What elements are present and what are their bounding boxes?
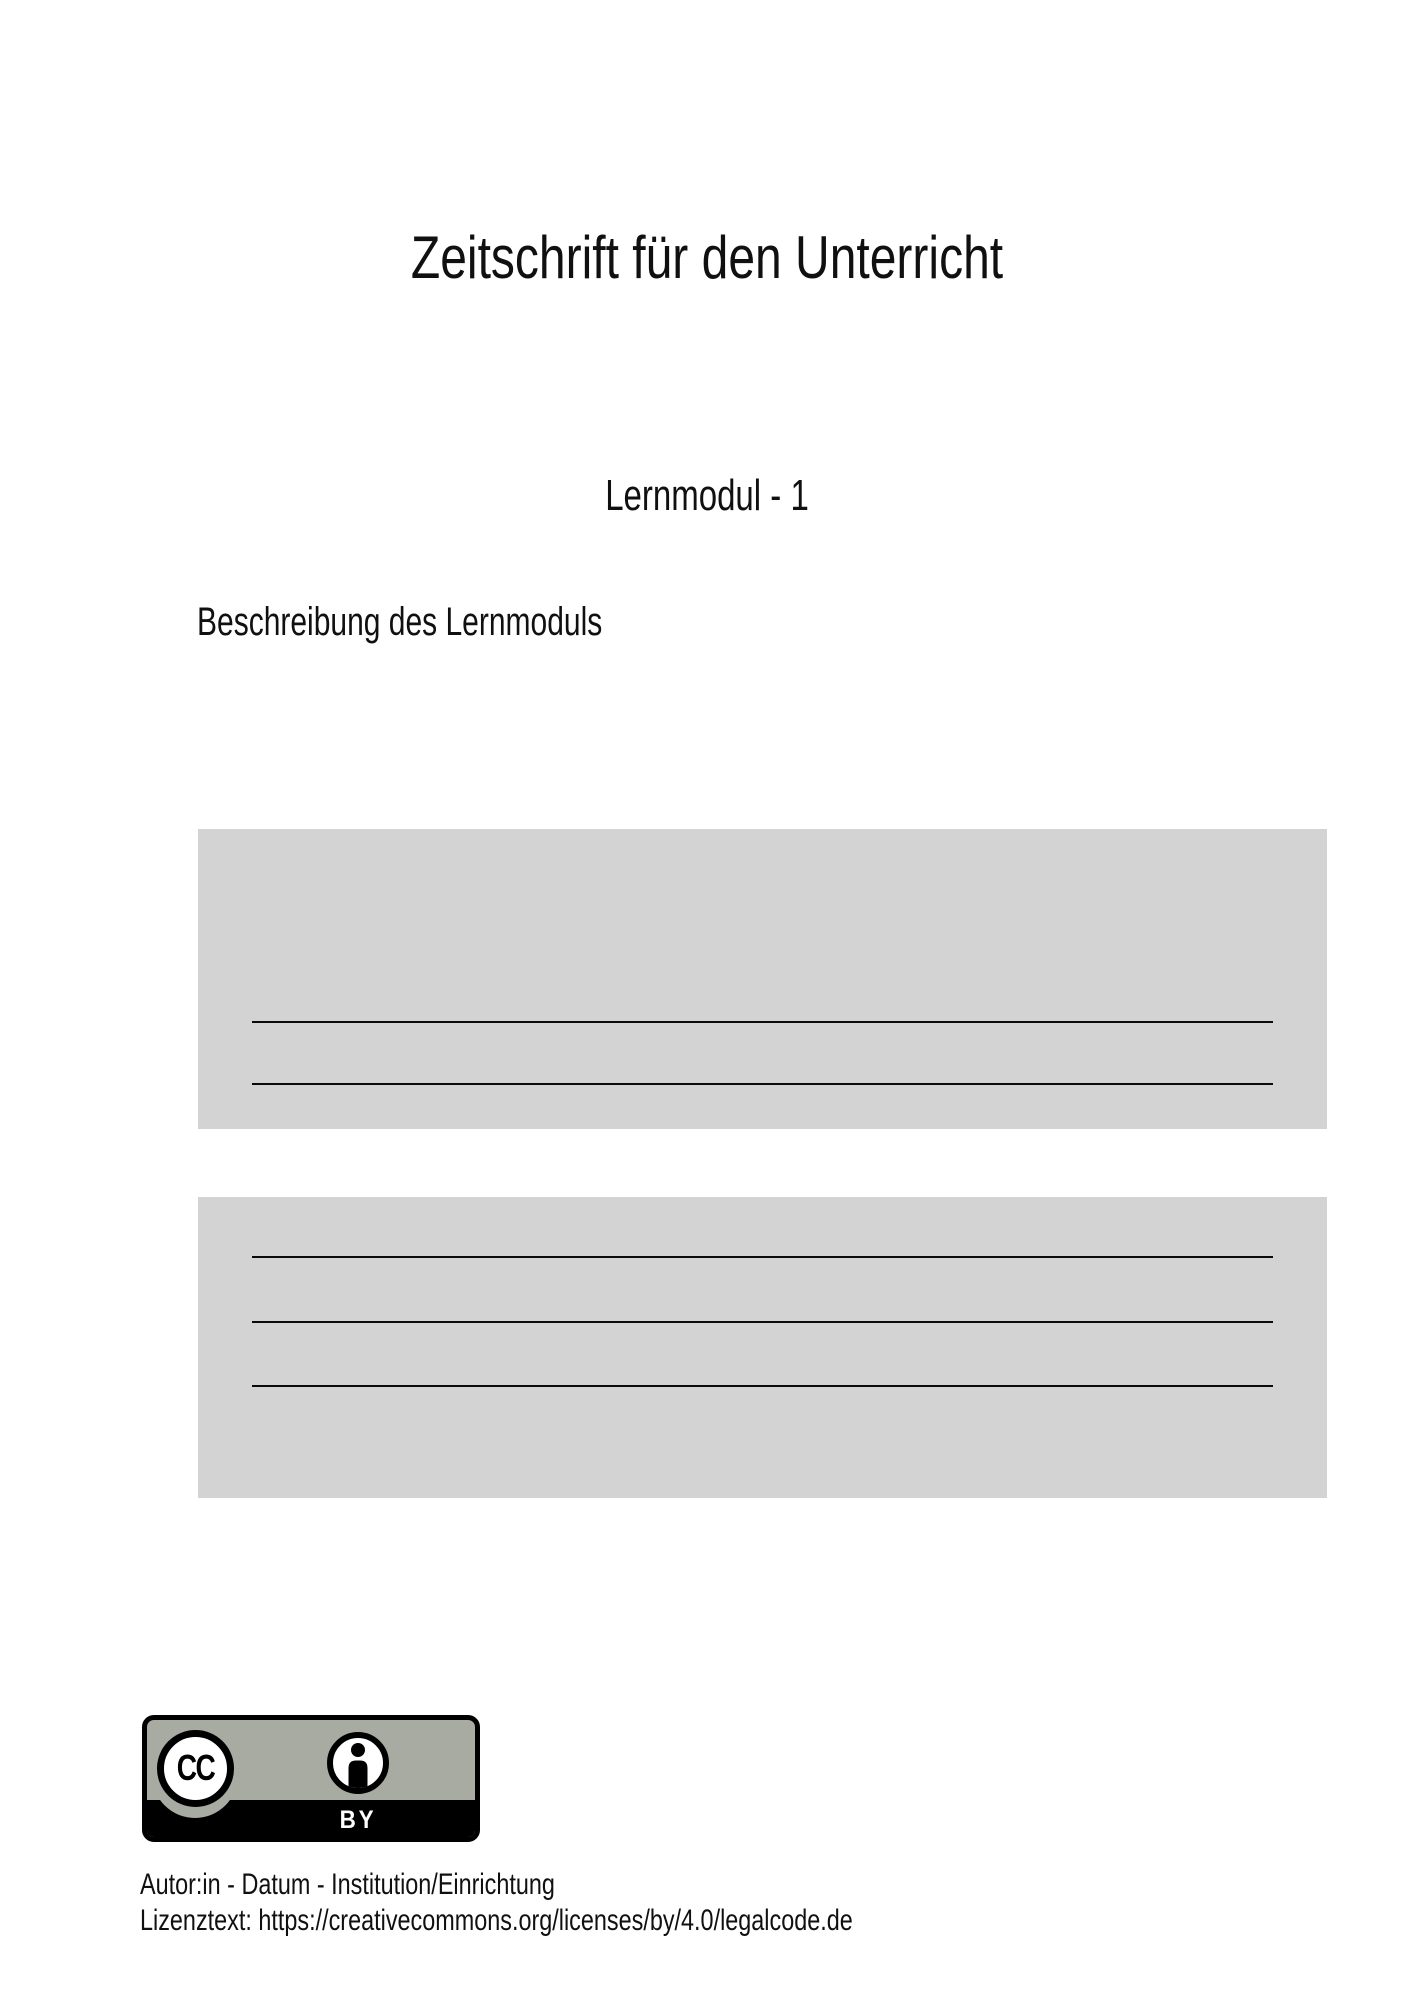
writing-line bbox=[252, 1321, 1273, 1323]
section-heading: Beschreibung des Lernmoduls bbox=[197, 600, 603, 644]
module-subtitle: Lernmodul - 1 bbox=[605, 471, 809, 520]
by-label: BY bbox=[339, 1806, 377, 1834]
cc-monogram-label: CC bbox=[176, 1747, 215, 1788]
writing-box-1 bbox=[198, 829, 1327, 1129]
writing-line bbox=[252, 1021, 1273, 1023]
license-footer bbox=[140, 1867, 853, 1939]
writing-line bbox=[252, 1083, 1273, 1085]
license-url-line: Lizenztext: https://creativecommons.org/licenses/by/4.0/legalcode.de bbox=[140, 1904, 853, 1937]
writing-box-2 bbox=[198, 1197, 1327, 1498]
attribution-person-icon bbox=[327, 1732, 389, 1794]
author-line: Autor:in - Datum - Institution/Einrichtung bbox=[140, 1868, 555, 1901]
page-title: Zeitschrift für den Unterricht bbox=[410, 224, 1004, 291]
writing-line bbox=[252, 1385, 1273, 1387]
cc-by-license-badge bbox=[142, 1715, 480, 1842]
writing-line bbox=[252, 1256, 1273, 1258]
cc-logo-icon bbox=[157, 1730, 234, 1807]
